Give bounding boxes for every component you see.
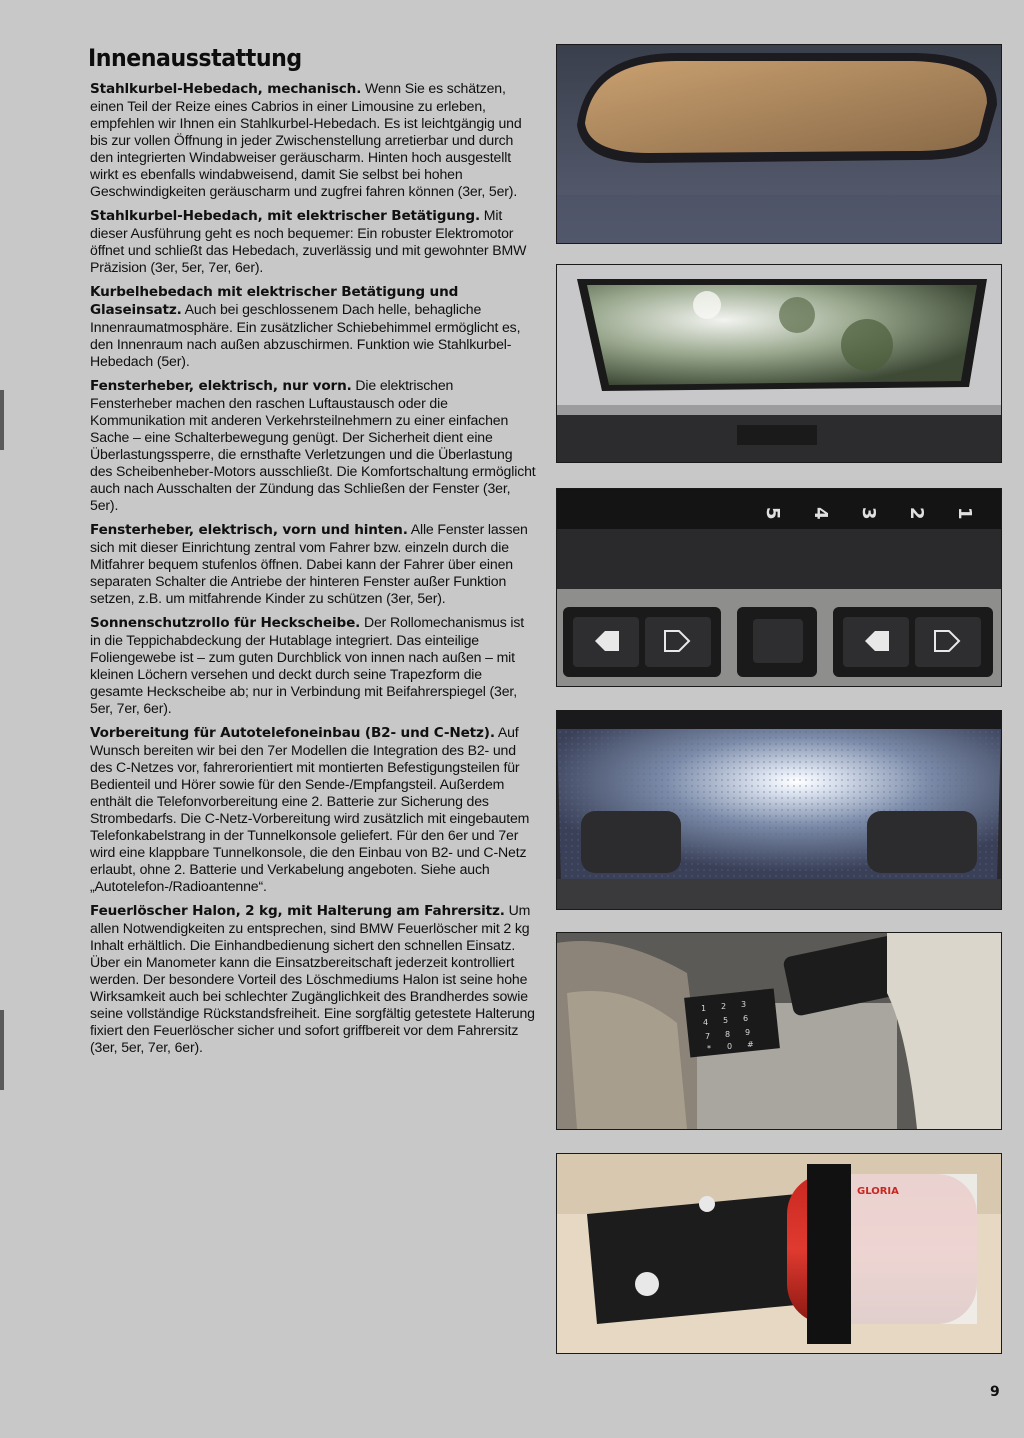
phone-key: 4	[703, 1018, 709, 1027]
photo-glass-sunroof	[556, 264, 1002, 463]
section-car-phone	[90, 724, 538, 895]
phone-key: 8	[725, 1030, 731, 1039]
extinguisher-label: GLORIA	[857, 1186, 899, 1197]
phone-key: 3	[741, 1000, 747, 1009]
phone-key: 6	[743, 1014, 749, 1023]
section-sunroof-manual	[90, 80, 538, 200]
photo-fire-extinguisher	[556, 1153, 1002, 1354]
section-lead: Feuerlöscher Halon, 2 kg, mit Halterung am Fahrersitz.	[90, 903, 505, 919]
section-windows-all	[90, 521, 538, 607]
section-sunroof-electric	[90, 207, 538, 276]
section-body: Auf Wunsch bereiten wir bei den 7er Modellen die Integration des B2- und des C-Netzes vor, fahrerorientiert mit montierten Befestigungsteilen für Bedienteil und Hörer sowie für den Sende-/Empfangsteil. Außerdem enthält die Telefonvorbereitung eine 2. Batterie zur Sicherung des Strombedarfs. Die C-Netz-Vorbereitung wird zusätzlich mit eingebautem Telefonkabelstrang in der Tunnelkonsole geliefert. Für den 6er und 7er wird eine klappbare Tunnelkonsole, die den Einbau von B2- und C-Netz erlaubt, ohne 2. Batterie und Verkabelung angeboten. Siehe auch „Autotelefon-/Radioantenne“.	[90, 724, 530, 894]
section-glass-sunroof	[90, 283, 538, 370]
phone-key: 2	[721, 1002, 727, 1011]
section-body: Die elektrischen Fensterheber machen den raschen Luftaustausch oder die Kommunikation mit anderen Verkehrsteilnehmern zu einer einfachen Sache – eine Schalterbewegung genügt. Der Sicherheit dient eine Überlastungssperre, die ernsthafte Verletzungen und die Überlastung des Scheibenheber-Motors ausschließt. Die Komfortschaltung ermöglicht auch nach Ausschalten der Zündung das Schließen der Fenster (3er, 5er).	[90, 377, 536, 513]
photo-car-phone	[556, 932, 1002, 1130]
section-windows-front	[90, 377, 538, 514]
phone-key: 1	[701, 1004, 707, 1013]
gear-digit: 3	[858, 507, 879, 520]
edge-mark	[0, 390, 4, 450]
phone-key: 7	[705, 1032, 711, 1041]
gear-digit: 1	[954, 507, 975, 520]
gear-digit: 5	[762, 507, 783, 520]
section-lead: Fensterheber, elektrisch, vorn und hinten.	[90, 522, 408, 538]
section-fire-extinguisher	[90, 902, 538, 1056]
section-lead: Kurbelhebedach mit elektrischer Betätigung und Glaseinsatz.	[90, 284, 459, 318]
section-body: Wenn Sie es schätzen, einen Teil der Reize eines Cabrios in einer Limousine zu erleben, empfehlen wir Ihnen ein Stahlkurbel-Hebedach. Es ist leichtgängig und bis zur vollen Öffnung in jeder Zwischenstellung arretierbar und durch den integrierten Windabweiser geräuscharm. Hinten hoch ausgestellt wirkt es ebenfalls windabweisend, damit Sie selbst bei hohen Geschwindigkeiten geräuscharm und zugfrei fahren können (3er, 5er).	[90, 80, 522, 199]
section-body: Mit dieser Ausführung geht es noch bequemer: Ein robuster Elektromotor öffnet und schließt das Hebedach, zuverlässig und mit gewohnter BMW Präzision (3er, 5er, 7er, 6er).	[90, 207, 527, 275]
phone-key: #	[747, 1040, 754, 1049]
page-title: Innenausstattung	[88, 44, 302, 72]
section-lead: Stahlkurbel-Hebedach, mechanisch.	[90, 81, 362, 97]
section-sunshade	[90, 614, 538, 717]
section-body: Um allen Notwendigkeiten zu entsprechen, sind BMW Feuerlöscher mit 2 kg Inhalt erhältlich. Die Einhandbedienung sichert den schnellen Einsatz. Über ein Manometer kann die Einsatzbereitschaft jederzeit kontrolliert werden. Der besondere Vorteil des Löschmediums Halon ist seine hohe Wirksamkeit auch bei schlechter Zugänglichkeit des Brandherdes sowie seine vollständige Rückstandsfreiheit. Eine sorgfältig getestete Halterung fixiert den Feuerlöscher sicher und sofort griffbereit vor dem Fahrersitz (3er, 5er, 7er, 6er).	[90, 902, 535, 1055]
photo-window-switches	[556, 488, 1002, 687]
section-lead: Sonnenschutzrollo für Heckscheibe.	[90, 615, 361, 631]
text-column	[90, 80, 538, 1063]
section-lead: Stahlkurbel-Hebedach, mit elektrischer Betätigung.	[90, 208, 480, 224]
phone-key: 5	[723, 1016, 729, 1025]
gear-digit: 2	[906, 507, 927, 520]
phone-key: *	[707, 1044, 711, 1053]
page-number: 9	[990, 1384, 1000, 1400]
section-body: Auch bei geschlossenem Dach helle, behagliche Innenraumatmosphäre. Ein zusätzlicher Schiebehimmel ermöglicht es, den Innenraum nach außen abzuschirmen. Funktion wie Stahlkurbel-Hebedach (5er).	[90, 301, 521, 369]
gear-digit: 4	[810, 507, 831, 520]
section-body: Der Rollomechanismus ist in die Teppichabdeckung der Hutablage integriert. Das einteilige Foliengewebe ist – zum guten Durchblick von innen nach außen – mit kleinen Löchern versehen und deckt durch seine Trapezform die gesamte Heckscheibe ab; nur in Verbindung mit Beifahrerspiegel (3er, 5er, 7er, 6er).	[90, 614, 525, 716]
edge-mark	[0, 1010, 4, 1090]
photo-rear-sunshade	[556, 710, 1002, 910]
phone-key: 9	[745, 1028, 751, 1037]
section-lead: Fensterheber, elektrisch, nur vorn.	[90, 378, 352, 394]
section-lead: Vorbereitung für Autotelefoneinbau (B2- und C-Netz).	[90, 725, 495, 741]
phone-key: 0	[727, 1042, 733, 1051]
photo-steel-sunroof	[556, 44, 1002, 244]
section-body: Alle Fenster lassen sich mit dieser Einrichtung zentral vom Fahrer bzw. einzeln durch die Mitfahrer bequem stufenlos öffnen. Dabei kann der Fahrer über einen separaten Schalter die Antriebe der hinteren Fenster außer Funktion setzen, z.B. um mitfahrende Kinder zu schützen (3er, 5er).	[90, 521, 528, 606]
